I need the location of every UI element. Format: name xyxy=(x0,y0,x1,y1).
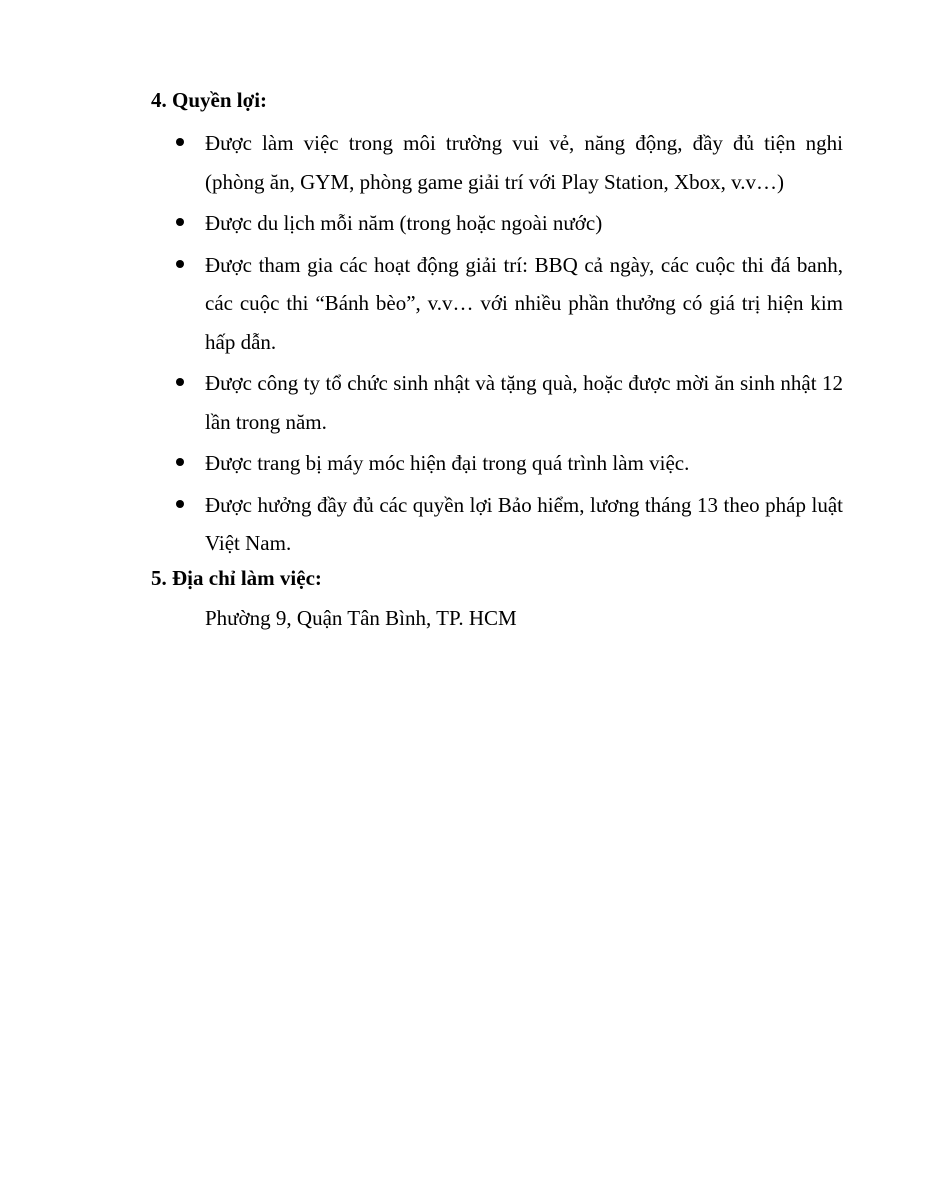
list-item-text: Được làm việc trong môi trường vui vẻ, năng động, đầy đủ tiện nghi (phòng ăn, GYM, phòng game giải trí với Play Station, Xbox, v.v…) xyxy=(205,131,843,194)
section-heading-work-address: 5. Địa chỉ làm việc: xyxy=(151,566,322,590)
bullet-icon xyxy=(176,500,184,508)
work-address-text: Phường 9, Quận Tân Bình, TP. HCM xyxy=(205,606,517,630)
list-item-text: Được trang bị máy móc hiện đại trong quá trình làm việc. xyxy=(205,451,690,475)
list-item xyxy=(151,444,843,483)
list-item xyxy=(151,204,843,243)
bullet-icon xyxy=(176,260,184,268)
bullet-icon xyxy=(176,378,184,386)
list-item xyxy=(151,246,843,362)
list-item xyxy=(151,364,843,441)
list-item-text: Được hưởng đầy đủ các quyền lợi Bảo hiểm, lương tháng 13 theo pháp luật Việt Nam. xyxy=(205,492,843,555)
bullet-icon xyxy=(176,218,184,226)
section-heading-benefits: 4. Quyền lợi: xyxy=(151,88,268,112)
list-item xyxy=(151,486,843,563)
list-item-text: Được du lịch mỗi năm (trong hoặc ngoài nước) xyxy=(205,211,603,235)
benefits-list xyxy=(151,124,843,566)
list-item-text: Được tham gia các hoạt động giải trí: BBQ cả ngày, các cuộc thi đá banh, các cuộc thi “Bánh bèo”, v.v… với nhiều phần thưởng có giá trị hiện kim hấp dẫn. xyxy=(205,252,843,354)
bullet-icon xyxy=(176,458,184,466)
bullet-icon xyxy=(176,138,184,146)
list-item-text: Được công ty tổ chức sinh nhật và tặng quà, hoặc được mời ăn sinh nhật 12 lần trong năm. xyxy=(205,371,843,434)
list-item xyxy=(151,124,843,201)
